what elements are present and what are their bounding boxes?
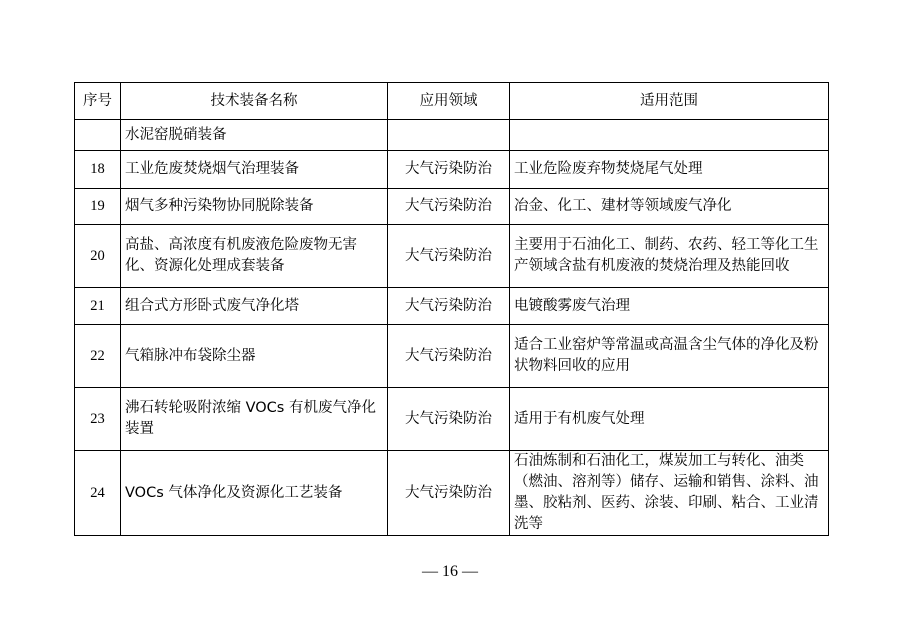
table-row	[75, 288, 829, 325]
header-scope: 适用范围	[510, 83, 829, 120]
cell-field: 大气污染防治	[388, 388, 510, 451]
cell-no	[75, 120, 121, 151]
table-row	[75, 189, 829, 225]
cell-no: 23	[75, 388, 121, 451]
cell-name: 组合式方形卧式废气净化塔	[121, 288, 388, 325]
table-row	[75, 225, 829, 288]
cell-no: 18	[75, 151, 121, 189]
cell-scope: 适用于有机废气处理	[510, 388, 829, 451]
cell-scope: 冶金、化工、建材等领域废气净化	[510, 189, 829, 225]
cell-field: 大气污染防治	[388, 325, 510, 388]
cell-scope: 适合工业窑炉等常温或高温含尘气体的净化及粉状物料回收的应用	[510, 325, 829, 388]
cell-no: 24	[75, 451, 121, 536]
header-field: 应用领域	[388, 83, 510, 120]
cell-no: 22	[75, 325, 121, 388]
cell-scope: 电镀酸雾废气治理	[510, 288, 829, 325]
cell-name: 工业危废焚烧烟气治理装备	[121, 151, 388, 189]
cell-no: 21	[75, 288, 121, 325]
table-row	[75, 151, 829, 189]
cell-name: 高盐、高浓度有机废液危险废物无害化、资源化处理成套装备	[121, 225, 388, 288]
cell-scope	[510, 120, 829, 151]
cell-field: 大气污染防治	[388, 225, 510, 288]
cell-field: 大气污染防治	[388, 151, 510, 189]
cell-no: 20	[75, 225, 121, 288]
header-no: 序号	[75, 83, 121, 120]
table-row	[75, 451, 829, 536]
table-row	[75, 388, 829, 451]
cell-field: 大气污染防治	[388, 451, 510, 536]
table-row	[75, 325, 829, 388]
cell-name: 沸石转轮吸附浓缩 VOCs 有机废气净化装置	[121, 388, 388, 451]
header-name: 技术装备名称	[121, 83, 388, 120]
page-number: — 16 —	[422, 563, 478, 580]
cell-name: VOCs 气体净化及资源化工艺装备	[121, 451, 388, 536]
table-header-row	[75, 83, 829, 120]
cell-field: 大气污染防治	[388, 189, 510, 225]
cell-name: 烟气多种污染物协同脱除装备	[121, 189, 388, 225]
cell-scope: 工业危险废弃物焚烧尾气处理	[510, 151, 829, 189]
cell-name: 气箱脉冲布袋除尘器	[121, 325, 388, 388]
table-row	[75, 120, 829, 151]
cell-scope: 主要用于石油化工、制药、农药、轻工等化工生产领域含盐有机废液的焚烧治理及热能回收	[510, 225, 829, 288]
cell-no: 19	[75, 189, 121, 225]
cell-field: 大气污染防治	[388, 288, 510, 325]
cell-field	[388, 120, 510, 151]
cell-scope: 石油炼制和石油化工，煤炭加工与转化、油类（燃油、溶剂等）储存、运输和销售、涂料、油墨、胶粘剂、医药、涂装、印刷、粘合、工业清洗等	[510, 451, 829, 536]
equipment-table	[74, 82, 829, 536]
cell-name: 水泥窑脱硝装备	[121, 120, 388, 151]
